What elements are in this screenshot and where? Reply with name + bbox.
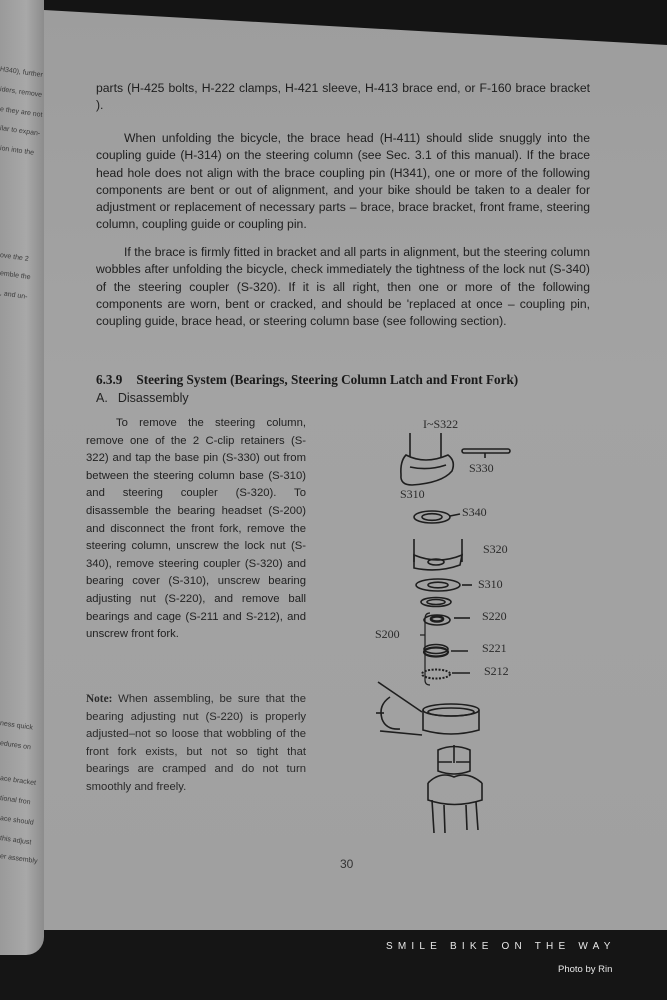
ball-bearing-part [424,645,468,657]
lock-nut-part [414,511,460,523]
page-number: 30 [340,857,354,871]
base-pin-part [462,449,510,458]
bearing-cover-part [416,579,472,591]
left-page-fragment: ness quick [0,720,34,732]
subsection-letter: A. [96,391,108,405]
left-page-fragment: edures on [0,740,32,752]
left-page-fragment: iders, remove [0,86,43,99]
left-page-fragment: ion into the [0,145,35,157]
left-page-fragment: er assembly [0,853,38,866]
label-s200: S200 [375,627,400,641]
head-tube-part [376,682,479,735]
note-text: When assembling, be sure that the bearing adjusting nut (S-220) is properly adjusted–not so loose that wobbling of the front fork exists, but not so tight that bearings are cramped and do not turn smoothly and freely. [86,693,306,793]
label-s330: S330 [469,461,494,475]
bearing-cage-part [422,670,470,679]
section-heading [96,372,566,388]
steering-coupler-part [414,539,462,570]
photo-credit: Photo by Rin [558,964,613,975]
paragraph-unfolding: When unfolding the bicycle, the brace head (H-411) should slide snuggly into the coupling guide (H-314) on the steering column (see Sec. 3.1 of this manual). If the brace head hole does not align with the brace coupling pin (H341), one or more of the following components are bent or out of alignment, and your bike should be taken to a dealer for adjustment or replacement of necessary parts – brace, brace bracket, front frame, steering column, coupling guide or coupling pin. [96,131,590,232]
label-s310-column-base: S310 [400,487,425,501]
label-s320: S320 [483,542,508,556]
diagram-drawing [370,405,560,835]
left-page-fragment: e they are not [0,106,43,119]
steering-column-base-part [401,433,453,485]
paragraph-parts: parts (H-425 bolts, H-222 clamps, H-421 sleeve, H-413 brace end, or F-160 brace bracket ). [96,81,590,113]
label-s322: I~S322 [423,417,459,431]
subsection-heading [96,391,189,405]
label-s212: S212 [484,664,509,678]
section-number: 6.3.9 [96,372,123,387]
section-title: Steering System (Bearings, Steering Column Latch and Front Fork) [136,372,519,387]
label-s220: S220 [482,609,507,623]
left-page-fragment: ove the 2 [0,252,30,263]
subsection-title: Disassembly [117,391,189,405]
front-fork-part [428,745,482,833]
note-block [86,691,306,797]
headset-exploded-diagram [370,405,560,835]
left-page-fragment: ilar to expan- [0,125,41,138]
washer-part [421,598,451,607]
left-page-fragment: ace bracket [0,775,37,788]
adjusting-nut-part [424,615,470,625]
left-page-fragment: tional fron [0,795,31,807]
left-page-fragment: this adjust [0,835,32,847]
left-page-edge [0,0,44,955]
label-s310-bearing-cover: S310 [478,577,503,591]
label-s221: S221 [482,641,507,655]
left-page-fragment: H340), further [0,66,44,79]
left-page-fragment: ace should [0,815,35,827]
disassembly-text: To remove the steering column, remove one of the 2 C-clip retainers (S-322) and tap the base pin (S-330) out from between the steering column base (S-310) and steering coupler (S-320). To disassemble the bearing headset (S-200) and disconnect the front fork, remove the steering column, unscrew the lock nut (S-340), remove steering coupler (S-320) and bearing cover (S-310), unscrew bearing adjusting nut (S-220), and remove ball bearings and cage (S-211 and S-212), and unscrew front fork. [86,417,306,641]
note-label: Note: [86,693,113,705]
paragraph-wobble: If the brace is firmly fitted in bracket and all parts in alignment, but the steering column wobbles after unfolding the bicycle, check immediately the tightness of the lock nut (S-340) of the steering coupler (S-320). If it is all right, then one or more of the following components are worn, bent or cracked, and should be 'replaced at once – coupling pin, coupling guide, brace head, or steering column base (see following section). [96,245,590,329]
left-page-fragment: emble the [0,270,31,282]
left-page-fragment: , and un- [0,290,28,301]
label-s340: S340 [462,505,487,519]
watermark-title: SMILE BIKE ON THE WAY [386,941,616,952]
